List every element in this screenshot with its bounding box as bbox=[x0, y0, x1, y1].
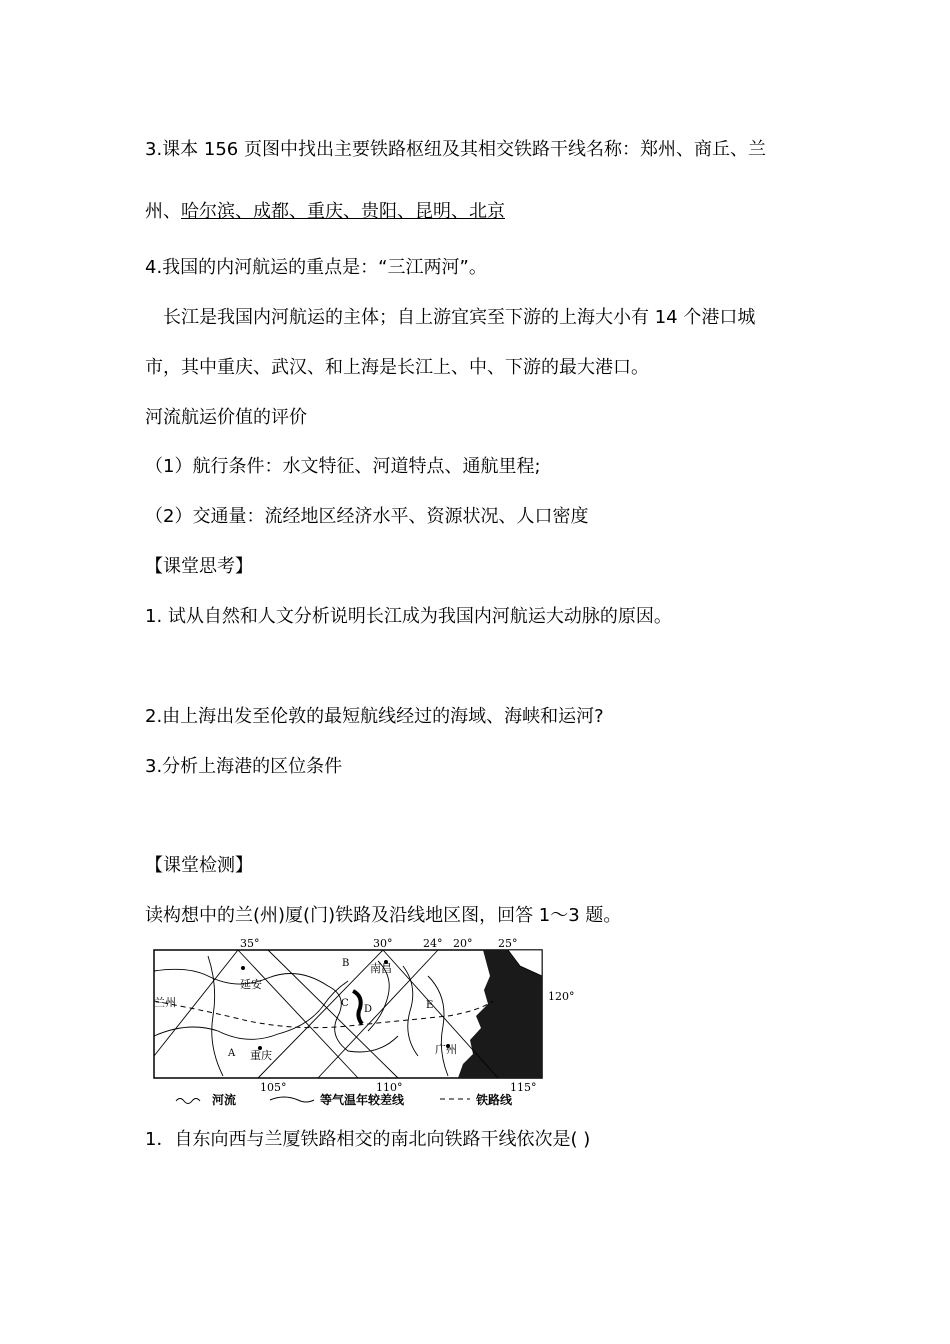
text-line: 4.我国的内河航运的重点是：“三江两河”。 bbox=[145, 257, 487, 278]
text-line: 长江是我国内河航运的主体；自上游宜宾至下游的上海大小有 14 个港口城 bbox=[163, 307, 756, 328]
legend-label: 铁路线 bbox=[476, 1093, 513, 1106]
point-label: E bbox=[426, 1000, 434, 1011]
map-label-top: 25° bbox=[498, 937, 518, 950]
place-label: 南昌 bbox=[370, 962, 392, 975]
map-label-top: 30° bbox=[373, 937, 393, 950]
map-label-bottom: 110° bbox=[376, 1081, 403, 1094]
legend-river-symbol bbox=[176, 1099, 200, 1104]
map-label-bottom: 115° bbox=[510, 1081, 537, 1094]
map-label-top: 24° bbox=[423, 937, 443, 950]
place-label: 广州 bbox=[435, 1043, 457, 1056]
section-heading: 【课堂检测】 bbox=[145, 855, 253, 876]
underlined-segment: 哈尔滨、成都、重庆、贵阳、昆明、北京 bbox=[181, 201, 505, 222]
map-label-right: 120° bbox=[548, 990, 575, 1003]
legend-isotherm-symbol bbox=[270, 1097, 314, 1102]
text-line: 河流航运价值的评价 bbox=[145, 407, 307, 428]
text-line: 读构想中的兰(州)厦(门)铁路及沿线地区图，回答 1～3 题。 bbox=[145, 905, 622, 926]
railway-map bbox=[148, 936, 578, 1106]
point-label: B bbox=[342, 958, 350, 969]
point-label: C bbox=[341, 998, 349, 1009]
question-line: 2.由上海出发至伦敦的最短航线经过的海域、海峡和运河? bbox=[145, 706, 604, 727]
legend-label: 河流 bbox=[212, 1093, 237, 1106]
text-line bbox=[145, 200, 505, 224]
question-line: 1. 试从自然和人文分析说明长江成为我国内河航运大动脉的原因。 bbox=[145, 606, 672, 627]
place-label: 延安 bbox=[240, 978, 262, 991]
map-label-top: 20° bbox=[453, 937, 473, 950]
text-line: 3.课本 156 页图中找出主要铁路枢纽及其相交铁路干线名称：郑州、商丘、兰 bbox=[145, 139, 766, 160]
text-line: （2）交通量：流经地区经济水平、资源状况、人口密度 bbox=[145, 506, 589, 527]
text-segment: 州、 bbox=[145, 201, 181, 222]
point-label: A bbox=[228, 1048, 236, 1059]
map-label-top: 35° bbox=[240, 937, 260, 950]
map-label-bottom: 105° bbox=[260, 1081, 287, 1094]
point-label: D bbox=[364, 1004, 373, 1015]
text-line: 市，其中重庆、武汉、和上海是长江上、中、下游的最大港口。 bbox=[145, 357, 649, 378]
place-label: 兰州 bbox=[154, 996, 176, 1009]
text-line: （1）航行条件：水文特征、河道特点、通航里程; bbox=[145, 456, 541, 477]
legend-label: 等气温年较差线 bbox=[320, 1093, 405, 1106]
place-label: 重庆 bbox=[250, 1049, 272, 1062]
section-heading: 【课堂思考】 bbox=[145, 556, 253, 577]
question-line: 3.分析上海港的区位条件 bbox=[145, 756, 343, 777]
question-line: 1．自东向西与兰厦铁路相交的南北向铁路干线依次是( ) bbox=[145, 1129, 591, 1150]
city-dot bbox=[241, 966, 245, 970]
